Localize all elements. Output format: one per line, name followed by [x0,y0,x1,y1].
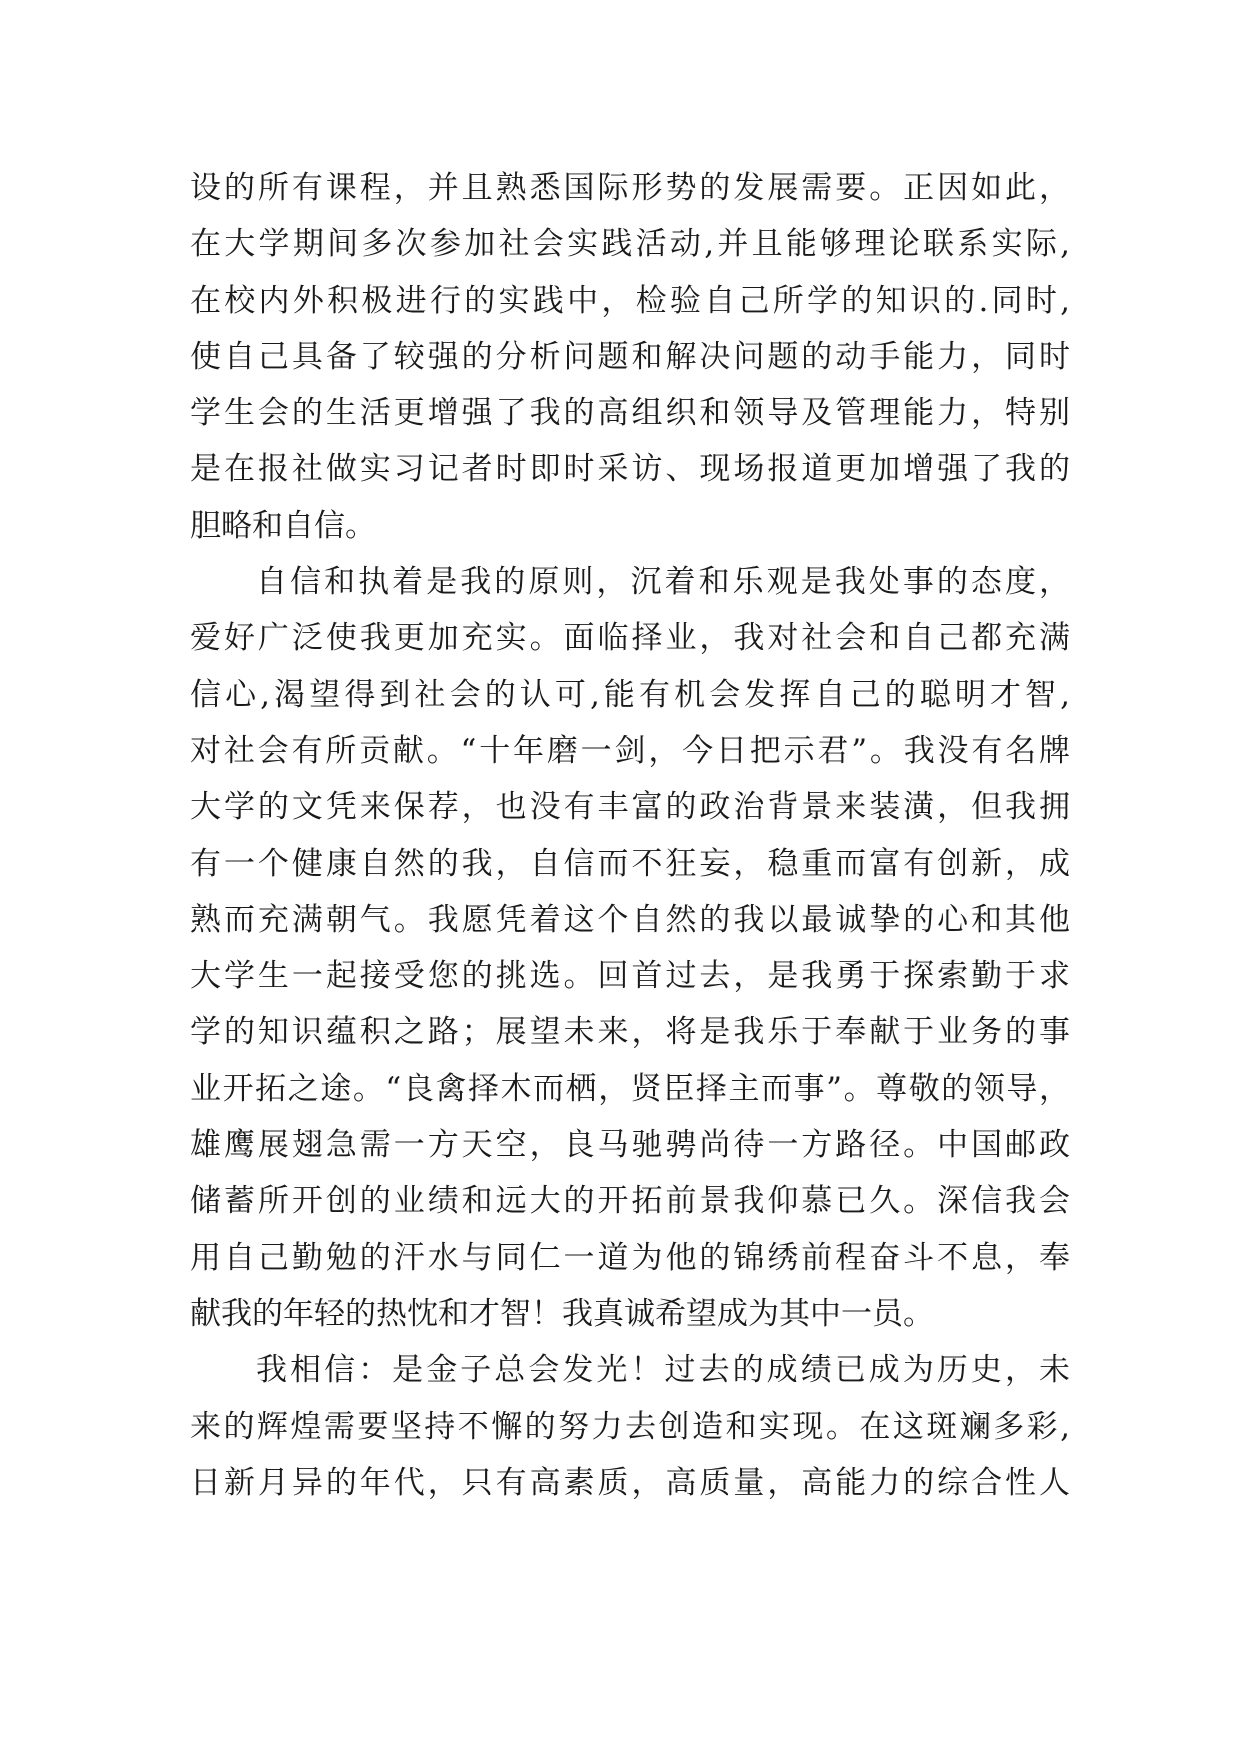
text-line: 设的所有课程，并且熟悉国际形势的发展需要。正因如此， [190,170,1070,206]
text-line: 自信和执着是我的原则，沉着和乐观是我处事的态度， [256,564,1070,601]
text-line: 献我的年轻的热忱和才智！我真诚希望成为其中一员。 [190,1295,934,1332]
text-line: 用自己勤勉的汗水与同仁一道为他的锦绣前程奋斗不息，奉 [190,1239,1070,1276]
text-line: 业开拓之途。“良禽择木而栖，贤臣择主而事”。尊敬的领导， [190,1070,1070,1107]
text-line: 日新月异的年代，只有高素质，高质量，高能力的综合性人 [190,1464,1070,1501]
text-line: 使自己具备了较强的分析问题和解决问题的动手能力，同时 [190,338,1070,375]
text-line: 有一个健康自然的我，自信而不狂妄，稳重而富有创新，成 [190,845,1070,882]
text-line: 雄鹰展翅急需一方天空，良马驰骋尚待一方路径。中国邮政 [190,1127,1070,1164]
text-line: 学的知识蕴积之路；展望未来，将是我乐于奉献于业务的事 [190,1014,1070,1051]
text-line: 在大学期间多次参加社会实践活动,并且能够理论联系实际, [190,226,1070,263]
text-line: 来的辉煌需要坚持不懈的努力去创造和实现。在这斑斓多彩, [190,1408,1070,1445]
text-line: 是在报社做实习记者时即时采访、现场报道更加增强了我的 [190,451,1070,488]
text-line: 熟而充满朝气。我愿凭着这个自然的我以最诚挚的心和其他 [190,901,1070,938]
text-line: 大学的文凭来保荐，也没有丰富的政治背景来装潢，但我拥 [190,789,1070,826]
text-line: 学生会的生活更增强了我的高组织和领导及管理能力，特别 [190,395,1070,432]
text-line: 胆略和自信。 [190,507,376,544]
text-line: 在校内外积极进行的实践中，检验自己所学的知识的.同时, [190,282,1070,319]
text-line: 储蓄所开创的业绩和远大的开拓前景我仰慕已久。深信我会 [190,1183,1070,1220]
text-line: 对社会有所贡献。“十年磨一剑，今日把示君”。我没有名牌 [190,732,1070,769]
text-line: 爱好广泛使我更加充实。面临择业，我对社会和自己都充满 [190,620,1070,657]
text-line: 我相信：是金子总会发光！过去的成绩已成为历史，未 [256,1352,1070,1389]
text-line: 信心,渴望得到社会的认可,能有机会发挥自己的聪明才智, [190,676,1070,713]
body-text [190,160,1070,1511]
text-line: 大学生一起接受您的挑选。回首过去，是我勇于探索勤于求 [190,958,1070,995]
